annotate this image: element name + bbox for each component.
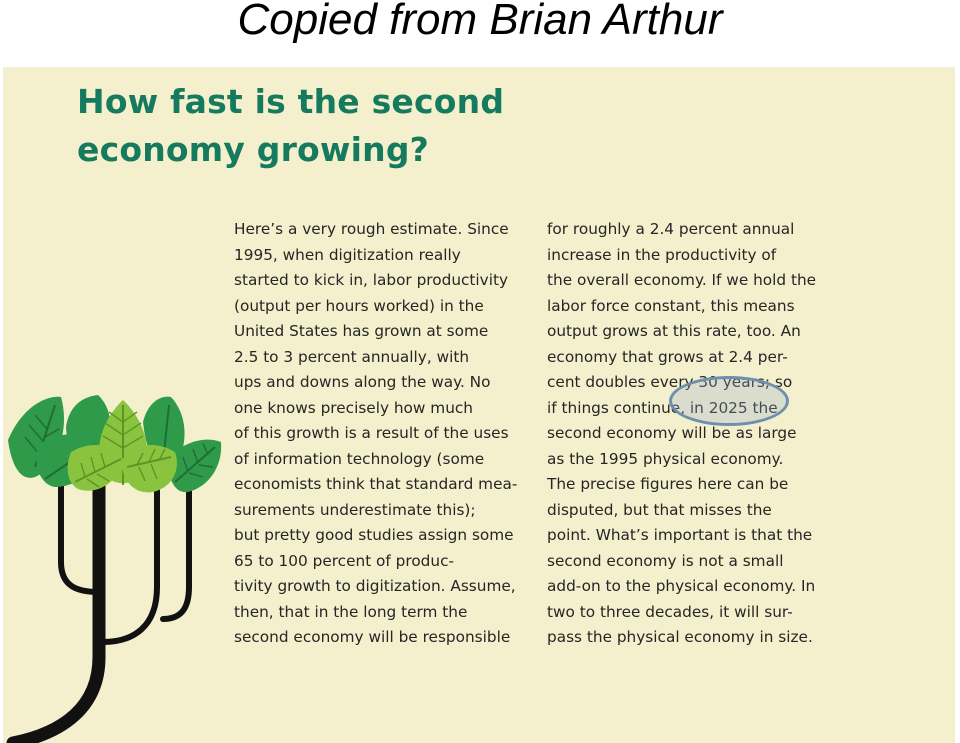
text-line: two to three decades, it will sur-: [547, 602, 793, 621]
text-line: economists think that standard mea-: [234, 475, 518, 493]
tree-branch-far-right: [163, 485, 189, 619]
slide-title: Copied from Brian Arthur: [237, 0, 723, 44]
text-line: second economy will be responsible: [234, 628, 511, 646]
text-line: 2.5 to 3 percent annually, with: [234, 347, 470, 366]
text-line: (output per hours worked) in the: [234, 296, 484, 315]
text-line: but pretty good studies assign some: [234, 526, 514, 544]
text-line: started to kick in, labor productivity: [234, 271, 509, 289]
text-line: economy that grows at 2.4 per-: [547, 347, 788, 366]
text-line: output grows at this rate, too. An: [547, 322, 801, 340]
text-line: 1995, when digitization really: [234, 245, 461, 264]
text-line: second economy is not a small: [547, 551, 784, 570]
text-line: then, that in the long term the: [234, 602, 468, 621]
text-line: surements underestimate this);: [234, 500, 476, 519]
text-line: one knows precisely how much: [234, 398, 473, 417]
article-column-left: [234, 217, 517, 651]
text-line: add-on to the physical economy. In: [547, 577, 816, 595]
text-line: cent doubles every 30 years; so: [547, 373, 793, 391]
text-line: The precise figures here can be: [547, 475, 789, 493]
highlight-circle: [669, 376, 789, 426]
article-headline: [77, 78, 504, 174]
text-line: increase in the productivity of: [547, 245, 777, 264]
text-line: second economy will be as large: [547, 424, 797, 442]
article-column-right: [547, 217, 816, 651]
text-line: point. What’s important is that the: [547, 526, 813, 544]
text-line: of information technology (some: [234, 449, 485, 468]
text-line: labor force constant, this means: [547, 296, 795, 315]
headline-line: How fast is the second: [77, 82, 505, 121]
text-line: Here’s a very rough estimate. Since: [234, 220, 509, 238]
text-line: as the 1995 physical economy.: [547, 449, 784, 468]
text-line: pass the physical economy in size.: [547, 628, 813, 646]
text-line: of this growth is a result of the uses: [234, 424, 509, 442]
text-line: the overall economy. If we hold the: [547, 271, 817, 289]
text-line: disputed, but that misses the: [547, 500, 772, 519]
text-line: ups and downs along the way. No: [234, 373, 491, 391]
text-line: for roughly a 2.4 percent annual: [547, 220, 795, 238]
tree-trunk: [13, 477, 99, 743]
text-line: United States has grown at some: [234, 322, 489, 340]
article-panel: [3, 67, 955, 743]
headline-line: economy growing?: [77, 130, 429, 169]
text-line: tivity growth to digitization. Assume,: [234, 577, 516, 595]
text-line: if things continue, in 2025 the: [547, 398, 778, 417]
tree-branch-right: [103, 482, 157, 642]
text-line: 65 to 100 percent of produc-: [234, 551, 455, 570]
